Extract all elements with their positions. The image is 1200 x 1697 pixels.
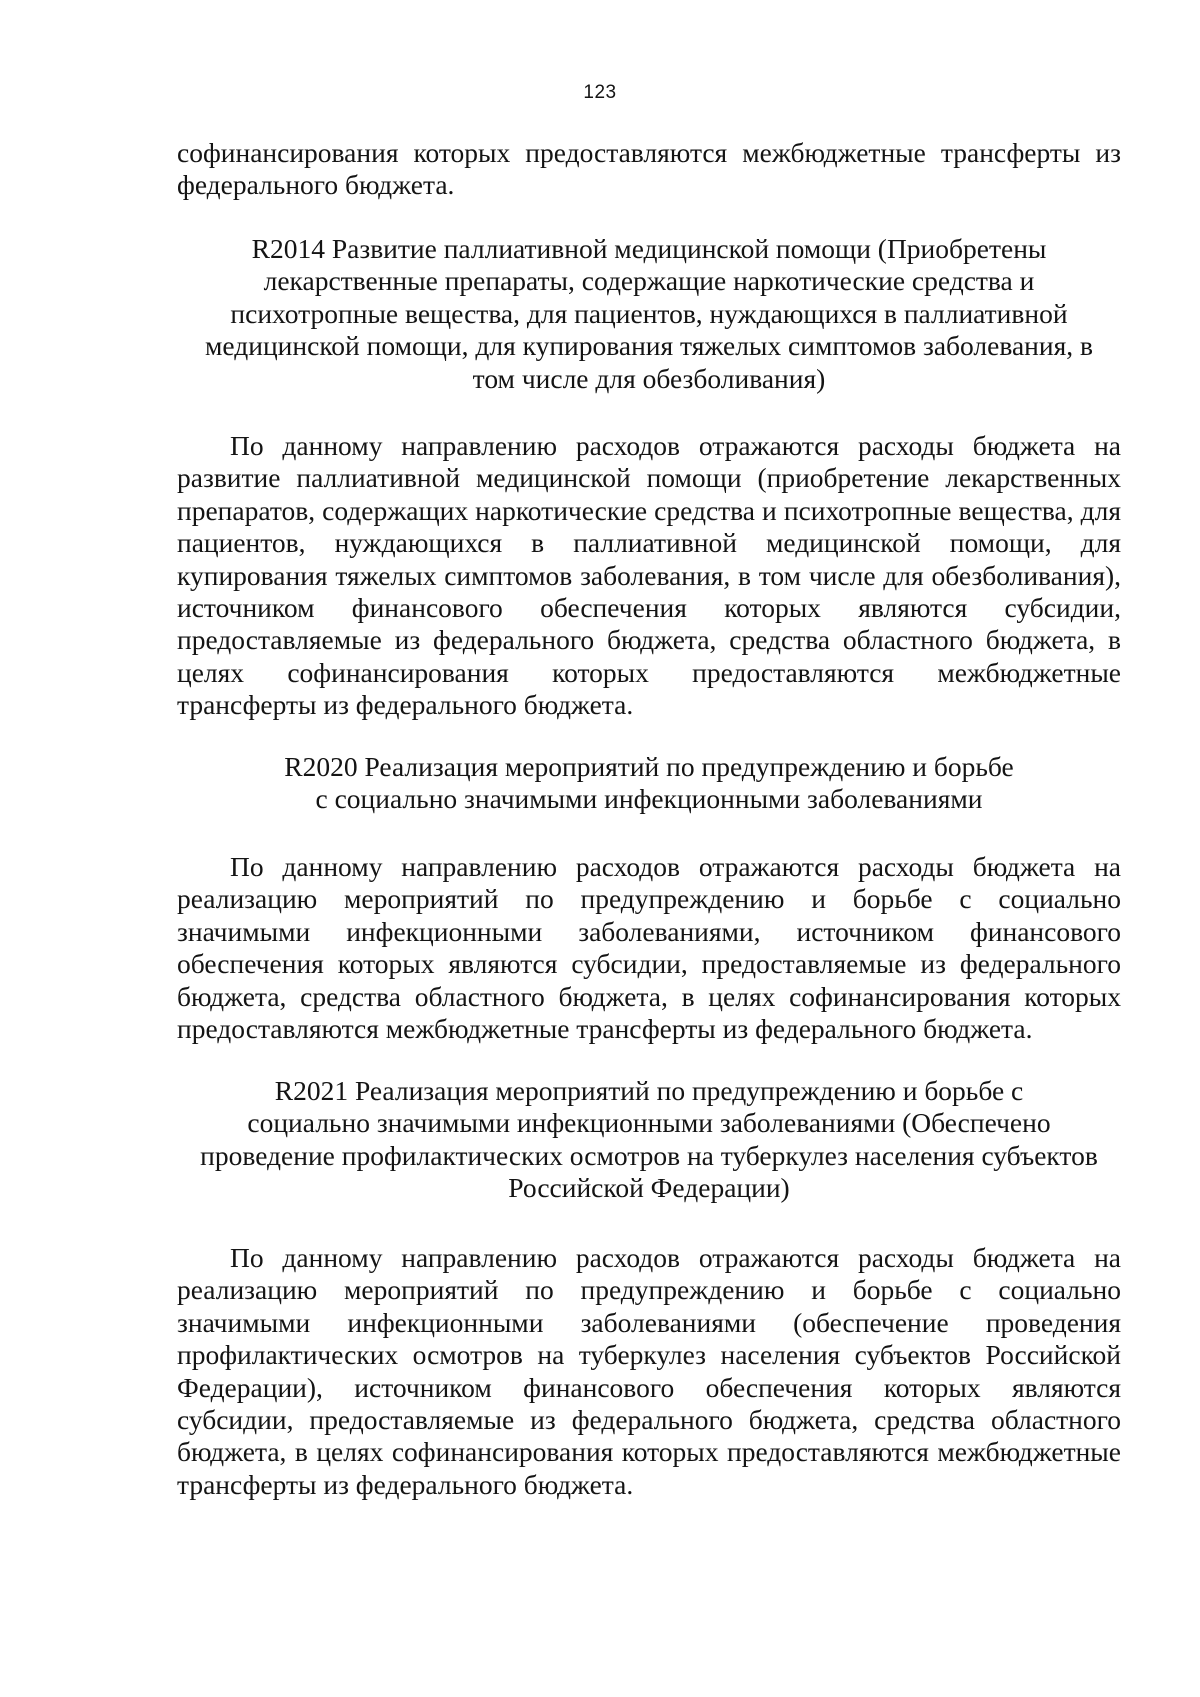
- section-heading-r2021: [177, 1075, 1121, 1205]
- section-body-r2014: По данному направлению расходов отражаются расходы бюджета на развитие паллиативной медицинской помощи (приобретение лекарственных препаратов, содержащих наркотические средства и психотропные вещества, для пациентов, нуждающихся в паллиативной медицинской помощи, для купирования тяжелых симптомов заболевания, в том числе для обезболивания), источником финансового обеспечения которых являются субсидии, предоставляемые из федерального бюджета, средства областного бюджета, в целях софинансирования которых предоставляются межбюджетные трансферты из федерального бюджета.: [177, 430, 1121, 721]
- heading-line: с социально значимыми инфекционными заболеваниями: [315, 783, 983, 815]
- section-heading-r2020: [177, 751, 1121, 816]
- heading-line: Российской Федерации): [508, 1172, 790, 1204]
- heading-line: R2014 Развитие паллиативной медицинской помощи (Приобретены: [251, 233, 1047, 264]
- continuation-paragraph: софинансирования которых предоставляются межбюджетные трансферты из федерального бюджета.: [177, 137, 1121, 201]
- heading-line: том числе для обезболивания): [472, 362, 826, 394]
- section-body-r2020: По данному направлению расходов отражаются расходы бюджета на реализацию мероприятий по предупреждению и борьбе с социально значимыми инфекционными заболеваниями, источником финансового обеспечения которых являются субсидии, предоставляемые из федерального бюджета, средства областного бюджета, в целях софинансирования которых предоставляются межбюджетные трансферты из федерального бюджета.: [177, 851, 1121, 1045]
- heading-line: медицинской помощи, для купирования тяжелых симптомов заболевания, в: [205, 330, 1093, 362]
- heading-line: социально значимыми инфекционными заболеваниями (Обеспечено: [247, 1107, 1051, 1139]
- heading-line: R2021 Реализация мероприятий по предупреждению и борьбе с: [274, 1075, 1024, 1106]
- page-number: 123: [583, 82, 617, 103]
- section-heading-r2014: [177, 233, 1121, 395]
- heading-line: R2020 Реализация мероприятий по предупреждению и борьбе: [284, 751, 1014, 782]
- heading-line: психотропные вещества, для пациентов, нуждающихся в паллиативной: [230, 297, 1068, 329]
- heading-line: проведение профилактических осмотров на туберкулез населения субъектов: [200, 1139, 1098, 1171]
- heading-line: лекарственные препараты, содержащие наркотические средства и: [263, 265, 1035, 297]
- section-body-r2021: По данному направлению расходов отражаются расходы бюджета на реализацию мероприятий по предупреждению и борьбе с социально значимыми инфекционными заболеваниями (обеспечение проведения профилактических осмотров на туберкулез населения субъектов Российской Федерации), источником финансового обеспечения которых являются субсидии, предоставляемые из федерального бюджета, средства областного бюджета, в целях софинансирования которых предоставляются межбюджетные трансферты из федерального бюджета.: [177, 1242, 1121, 1500]
